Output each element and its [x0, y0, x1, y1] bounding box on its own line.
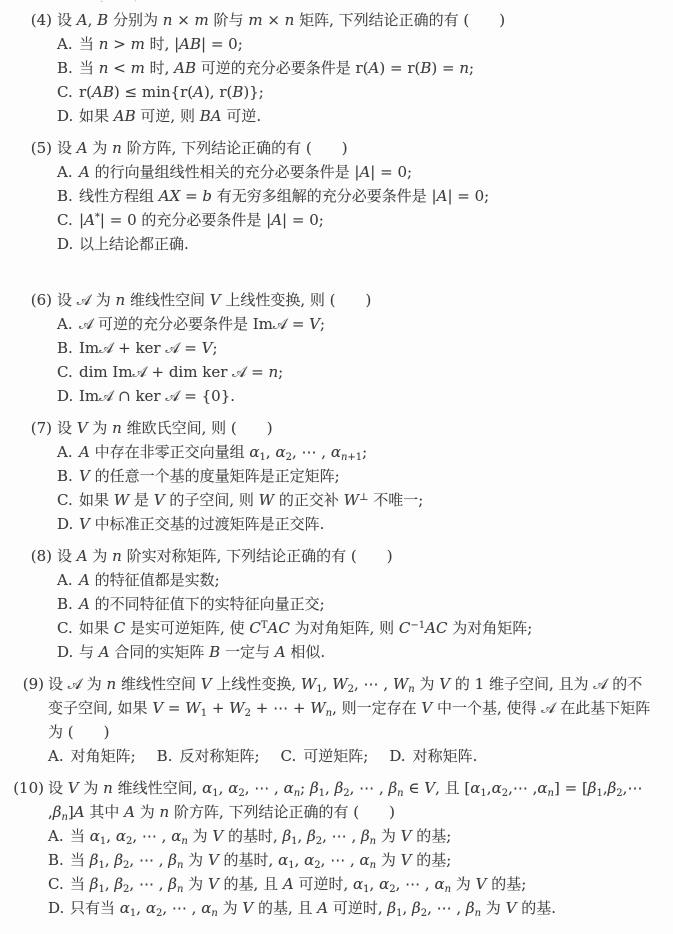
option-text: r(AB) ≤ min{r(A), r(B)};: [79, 83, 264, 101]
answer-option: [157, 744, 260, 768]
option-text: 如果 W 是 V 的子空间, 则 W 的正交补 W⊥ 不唯一;: [79, 491, 424, 509]
answer-option: [57, 488, 657, 512]
option-list: [57, 160, 657, 256]
question-body: [57, 8, 673, 128]
scan-artifact-marks: - ·: [100, 0, 151, 7]
option-list: [48, 744, 657, 768]
answer-option: [389, 744, 477, 768]
question: [0, 672, 673, 768]
option-label: D.: [57, 387, 74, 405]
option-text: 可逆矩阵;: [303, 747, 369, 765]
option-text: A 的不同特征值下的实特征向量正交;: [79, 595, 325, 613]
option-text: 当 n > m 时, |AB| = 0;: [79, 35, 243, 53]
answer-option: [57, 512, 657, 536]
question-number: (9): [22, 675, 44, 693]
option-label: A.: [48, 827, 64, 845]
answer-option: [57, 312, 657, 336]
option-text: Im𝒜 + ker 𝒜 = V;: [79, 339, 218, 357]
answer-option: [48, 896, 657, 920]
answer-option: [57, 440, 657, 464]
question-body: [57, 288, 673, 408]
option-label: A.: [57, 571, 73, 589]
question: [0, 544, 673, 664]
option-text: 线性方程组 AX = b 有无穷多组解的充分必要条件是 |A| = 0;: [79, 187, 490, 205]
option-label: D.: [57, 643, 74, 661]
option-label: C.: [57, 619, 73, 637]
option-label: B.: [48, 851, 64, 869]
question-body: [48, 776, 673, 920]
question-body: [57, 416, 673, 536]
answer-option: [57, 80, 657, 104]
question-stem: 设 A 为 n 阶方阵, 下列结论正确的有 ( ): [57, 139, 348, 157]
question: [0, 8, 673, 128]
option-label: D.: [389, 747, 406, 765]
question: [0, 136, 673, 256]
answer-option: [48, 872, 657, 896]
option-label: B.: [57, 187, 73, 205]
option-text: 如果 C 是实可逆矩阵, 使 $C^TAC$ 为对角矩阵, 则 $C^{-1}AC$ 为对角矩阵;: [79, 619, 533, 637]
question-stem: 设 V 为 n 维欧氏空间, 则 ( ): [57, 419, 273, 437]
option-list: [57, 568, 657, 664]
question-stem: 设 V 为 n 维线性空间, $\alpha_1$, $\alpha_2$, ⋯ , $\alpha_n$; $\beta_1$, $\beta_2$, ⋯ , $\beta_n$ ∈ V, 且 [$\alpha_1,\alpha_2,\cdots$ $,\alpha_n$] = [$\beta_1,\beta_2,\cdots$ $,\beta_n]A$ 其中 A 为 n 阶方阵, 下列结论正确的有 ( ): [48, 779, 643, 823]
answer-option: [57, 384, 657, 408]
answer-option: [57, 184, 657, 208]
question-number: (8): [30, 547, 52, 565]
answer-option: [48, 848, 657, 872]
answer-option: [48, 744, 136, 768]
question-number: (5): [30, 139, 52, 157]
question-body: [57, 544, 673, 664]
option-text: 当 $\alpha_1$, $\alpha_2$, ⋯ , $\alpha_n$ 为 V 的基时, $\beta_1$, $\beta_2$, ⋯ , $\beta_n$ 为 V 的基;: [70, 827, 452, 847]
option-label: C.: [57, 83, 73, 101]
option-text: Im𝒜 ∩ ker 𝒜 = {0}.: [79, 387, 236, 405]
option-list: [48, 824, 657, 920]
option-text: 当 $\beta_1$, $\beta_2$, ⋯ , $\beta_n$ 为 V 的基时, $\alpha_1$, $\alpha_2$, ⋯ , $\alpha_n$ 为 V 的基;: [70, 851, 452, 871]
answer-option: [57, 616, 657, 640]
option-text: V 的任意一个基的度量矩阵是正定矩阵;: [79, 467, 340, 485]
answer-option: [57, 208, 657, 232]
option-label: B.: [57, 59, 73, 77]
option-text: 只有当 $\alpha_1$, $\alpha_2$, ⋯ , $\alpha_n$ 为 V 的基, 且 A 可逆时, $\beta_1$, $\beta_2$, ⋯ , $\beta_n$ 为 V 的基.: [70, 899, 556, 919]
answer-option: [57, 592, 657, 616]
option-label: A.: [57, 443, 73, 461]
option-label: B.: [57, 595, 73, 613]
option-list: [57, 440, 657, 536]
answer-option: [57, 568, 657, 592]
option-label: A.: [57, 163, 73, 181]
question-number: (6): [30, 291, 52, 309]
question: [0, 288, 673, 408]
option-label: C.: [57, 363, 73, 381]
option-text: A 的特征值都是实数;: [79, 571, 220, 589]
answer-option: [57, 360, 657, 384]
option-label: C.: [57, 211, 73, 229]
option-text: A 的行向量组线性相关的充分必要条件是 |A| = 0;: [79, 163, 413, 181]
option-text: V 中标准正交基的过渡矩阵是正交阵.: [79, 515, 325, 533]
option-label: A.: [57, 35, 73, 53]
option-text: 如果 AB 可逆, 则 BA 可逆.: [79, 107, 262, 125]
option-label: B.: [57, 467, 73, 485]
answer-option: [57, 336, 657, 360]
answer-option: [48, 824, 657, 848]
answer-option: [57, 104, 657, 128]
answer-option: [57, 640, 657, 664]
option-label: A.: [57, 315, 73, 333]
question-number: (7): [30, 419, 52, 437]
option-label: C.: [48, 875, 64, 893]
question-number: (4): [30, 11, 52, 29]
option-label: B.: [156, 747, 173, 765]
option-list: [57, 32, 657, 128]
question-stem: 设 A, B 分别为 n × m 阶与 m × n 矩阵, 下列结论正确的有 ( ): [57, 11, 506, 29]
question-body: [48, 672, 673, 768]
question-stem: 设 A 为 n 阶实对称矩阵, 下列结论正确的有 ( ): [57, 547, 393, 565]
option-label: D.: [57, 107, 74, 125]
option-text: dim Im𝒜 + dim ker 𝒜 = n;: [79, 363, 284, 381]
option-label: A.: [48, 747, 64, 765]
answer-option: [57, 56, 657, 80]
option-list: [57, 312, 657, 408]
question: [0, 416, 673, 536]
answer-option: [57, 232, 657, 256]
answer-option: [281, 744, 369, 768]
question-body: [57, 136, 673, 256]
option-text: 对称矩阵.: [412, 747, 478, 765]
option-text: 与 A 合同的实矩阵 B 一定与 A 相似.: [79, 643, 326, 661]
option-text: 当 $\beta_1$, $\beta_2$, ⋯ , $\beta_n$ 为 V 的基, 且 A 可逆时, $\alpha_1$, $\alpha_2$, ⋯ , $\alpha_n$ 为 V 的基;: [70, 875, 527, 895]
option-label: C.: [280, 747, 297, 765]
question-list: [0, 8, 673, 920]
option-text: 对角矩阵;: [70, 747, 136, 765]
option-label: D.: [57, 235, 74, 253]
option-label: D.: [48, 899, 65, 917]
option-text: 当 n < m 时, AB 可逆的充分必要条件是 r(A) = r(B) = n;: [79, 59, 475, 77]
question: [0, 776, 673, 920]
option-text: A 中存在非零正交向量组 $\alpha_1$, $\alpha_2$, ⋯ , $\alpha_{n+1}$;: [79, 443, 368, 463]
question-stem: 设 𝒜 为 n 维线性空间 V 上线性变换, 则 ( ): [57, 291, 372, 309]
option-text: 𝒜 可逆的充分必要条件是 Im𝒜 = V;: [79, 315, 326, 333]
option-label: B.: [57, 339, 73, 357]
option-label: D.: [57, 515, 74, 533]
option-label: C.: [57, 491, 73, 509]
option-text: |A*| = 0 的充分必要条件是 |A| = 0;: [79, 211, 324, 229]
answer-option: [57, 32, 657, 56]
question-number: (10): [13, 779, 44, 797]
answer-option: [57, 160, 657, 184]
answer-option: [57, 464, 657, 488]
option-text: 反对称矩阵;: [179, 747, 260, 765]
option-text: 以上结论都正确.: [79, 235, 189, 253]
question-stem: 设 𝒜 为 n 维线性空间 V 上线性变换, $W_1$, $W_2$, ⋯ , $W_n$ 为 V 的 1 维子空间, 且为 𝒜 的不变子空间, 如果 $V = W_1 + W_2$ + ⋯ + $W_n$, 则一定存在 V 中一个基, 使得 𝒜 在此基下矩阵为 ( ): [48, 675, 651, 741]
